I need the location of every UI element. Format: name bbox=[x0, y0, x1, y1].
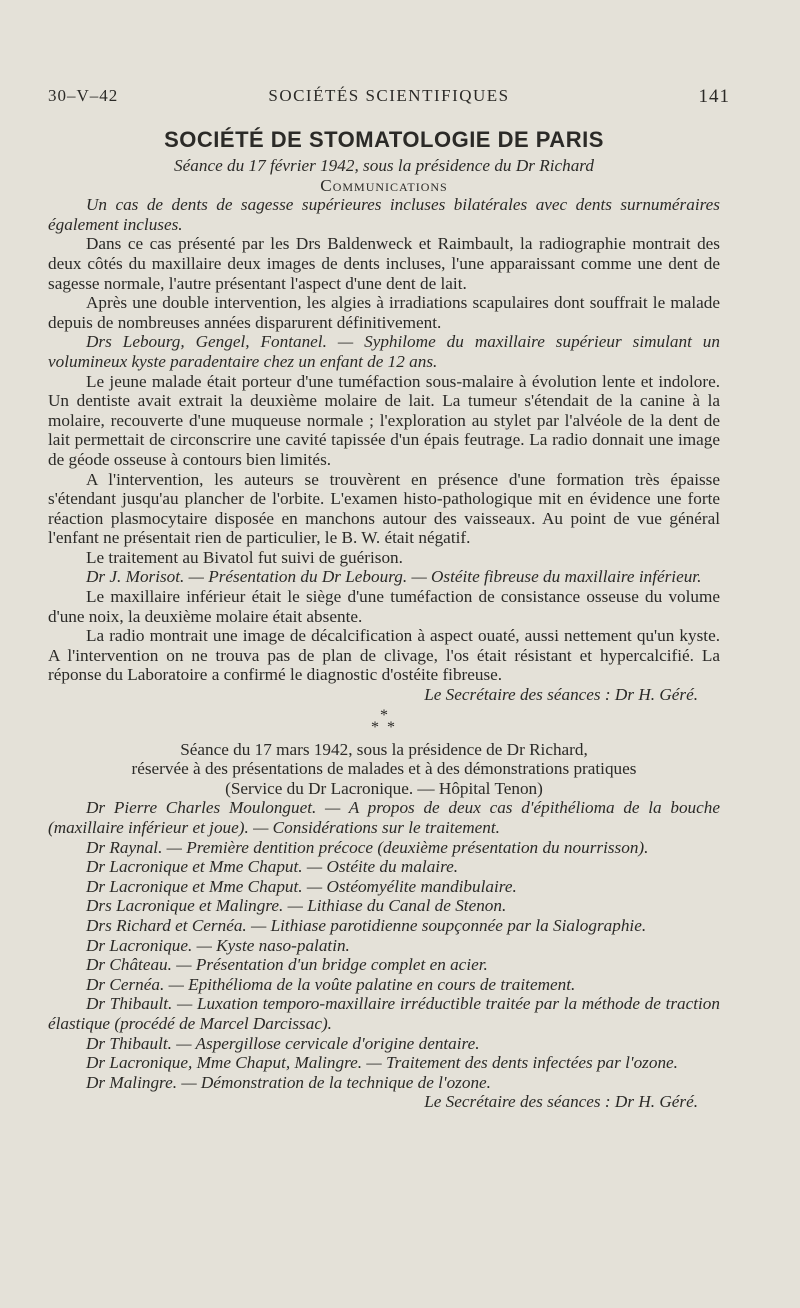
article-title: SOCIÉTÉ DE STOMATOLOGIE DE PARIS bbox=[164, 127, 604, 152]
communication-3-title: Dr J. Morisot. — Présentation du Dr Lebourg. — Ostéite fibreuse du maxillaire inférieur. bbox=[86, 567, 702, 587]
communications-rubric: Communications bbox=[320, 175, 448, 195]
presentation-item: Dr Malingre. — Démonstration de la technique de l'ozone. bbox=[86, 1072, 491, 1092]
communication-2-title: Drs Lebourg, Gengel, Fontanel. — Syphilome du maxillaire supérieur simulant un volumineux kyste paradentaire chez un enfant de 12 ans. bbox=[48, 332, 720, 371]
presentation-item: Dr Pierre Charles Moulonguet. — A propos de deux cas d'épithélioma de la bouche (maxillaire inférieur et joue). — Considérations sur le traitement. bbox=[48, 798, 720, 837]
secretary-signature-2: Le Secrétaire des séances : Dr H. Géré. bbox=[424, 1092, 698, 1112]
seance-2-subheading: réservée à des présentations de malades et à des démonstrations pratiques bbox=[131, 759, 637, 779]
presentation-item: Dr Raynal. — Première dentition précoce (deuxième présentation du nourrisson). bbox=[86, 837, 649, 857]
presentation-item: Dr Lacronique et Mme Chaput. — Ostéite du malaire. bbox=[86, 857, 459, 877]
seance-2-service: (Service du Dr Lacronique. — Hôpital Tenon) bbox=[225, 778, 543, 798]
presentation-item: Dr Lacronique, Mme Chaput, Malingre. — Traitement des dents infectées par l'ozone. bbox=[86, 1053, 678, 1073]
communication-2-body-3: Le traitement au Bivatol fut suivi de guérison. bbox=[86, 547, 403, 567]
presentation-item: Dr Lacronique et Mme Chaput. — Ostéomyélite mandibulaire. bbox=[86, 876, 517, 896]
section-separator bbox=[48, 706, 720, 736]
presentation-item: Drs Lacronique et Malingre. — Lithiase du Canal de Stenon. bbox=[86, 896, 507, 916]
secretary-signature-1: Le Secrétaire des séances : Dr H. Géré. bbox=[424, 685, 698, 705]
communication-1-body-2: Après une double intervention, les algies à irradiations scapulaires dont souffrait le malade depuis de nombreuses années disparurent définitivement. bbox=[48, 293, 720, 332]
communication-1-body: Dans ce cas présenté par les Drs Baldenweck et Raimbault, la radiographie montrait des deux côtés du maxillaire deux images de dents incluses, l'une apparaissant comme une dent de sagesse normale, l'autre présentant l'aspect d'une dent de lait. bbox=[48, 234, 720, 293]
presentation-item: Dr Cernéa. — Epithélioma de la voûte palatine en cours de traitement. bbox=[86, 974, 576, 994]
running-head bbox=[48, 86, 730, 110]
separator-star-bottom: * * bbox=[371, 718, 397, 736]
seance-1-heading: Séance du 17 février 1942, sous la présidence du Dr Richard bbox=[174, 156, 594, 175]
separator-star-top: * bbox=[380, 706, 388, 724]
communication-3-body-2: La radio montrait une image de décalcification à aspect ouaté, aussi nettement qu'un kyste. A l'intervention on ne trouva pas de plan de clivage, l'os était résistant et hypercalcifié. La réponse du Laboratoire a confirmé le diagnostic d'ostéite fibreuse. bbox=[48, 626, 720, 685]
section-title: SOCIÉTÉS SCIENTIFIQUES bbox=[268, 86, 510, 105]
communication-1-title: Un cas de dents de sagesse supérieures incluses bilatérales avec dents surnuméraires également incluses. bbox=[48, 195, 720, 234]
presentation-item: Drs Richard et Cernéa. — Lithiase parotidienne soupçonnée par la Sialographie. bbox=[86, 915, 647, 935]
seance-2-heading: Séance du 17 mars 1942, sous la présidence de Dr Richard, bbox=[180, 739, 588, 759]
presentation-item: Dr Château. — Présentation d'un bridge complet en acier. bbox=[86, 955, 488, 975]
communication-2-body: Le jeune malade était porteur d'une tuméfaction sous-malaire à évolution lente et indolore. Un dentiste avait extrait la deuxième molaire de lait. La tumeur s'étendait de la canine à la molaire, recouverte d'une muqueuse normale ; l'exploration au stylet par l'alvéole de la dent de lait permettait de circonscrire une cavité tapissée d'un épais feutrage. La radio donnait une image de géode osseuse à contours bien limités. bbox=[48, 371, 720, 469]
page-number: 141 bbox=[698, 86, 730, 107]
communication-3-body: Le maxillaire inférieur était le siège d'une tuméfaction de consistance osseuse du volume d'une noix, la deuxième molaire était absente. bbox=[48, 587, 720, 626]
presentation-item: Dr Thibault. — Luxation temporo-maxillaire irréductible traitée par la méthode de traction élastique (procédé de Marcel Darcissac). bbox=[48, 994, 720, 1033]
communication-2-body-2: A l'intervention, les auteurs se trouvèrent en présence d'une formation très épaisse s'étendant jusqu'au plancher de l'orbite. L'examen histo-pathologique mit en évidence une forte réaction plasmocytaire disposée en manchons autour des vaisseaux. Au point de vue général l'enfant ne présentait rien de particulier, le B. W. était négatif. bbox=[48, 469, 720, 548]
presentation-item: Dr Lacronique. — Kyste naso-palatin. bbox=[86, 935, 350, 955]
article-body bbox=[48, 124, 720, 1112]
presentation-item: Dr Thibault. — Aspergillose cervicale d'origine dentaire. bbox=[86, 1033, 480, 1053]
issue-date: 30–V–42 bbox=[48, 86, 119, 105]
